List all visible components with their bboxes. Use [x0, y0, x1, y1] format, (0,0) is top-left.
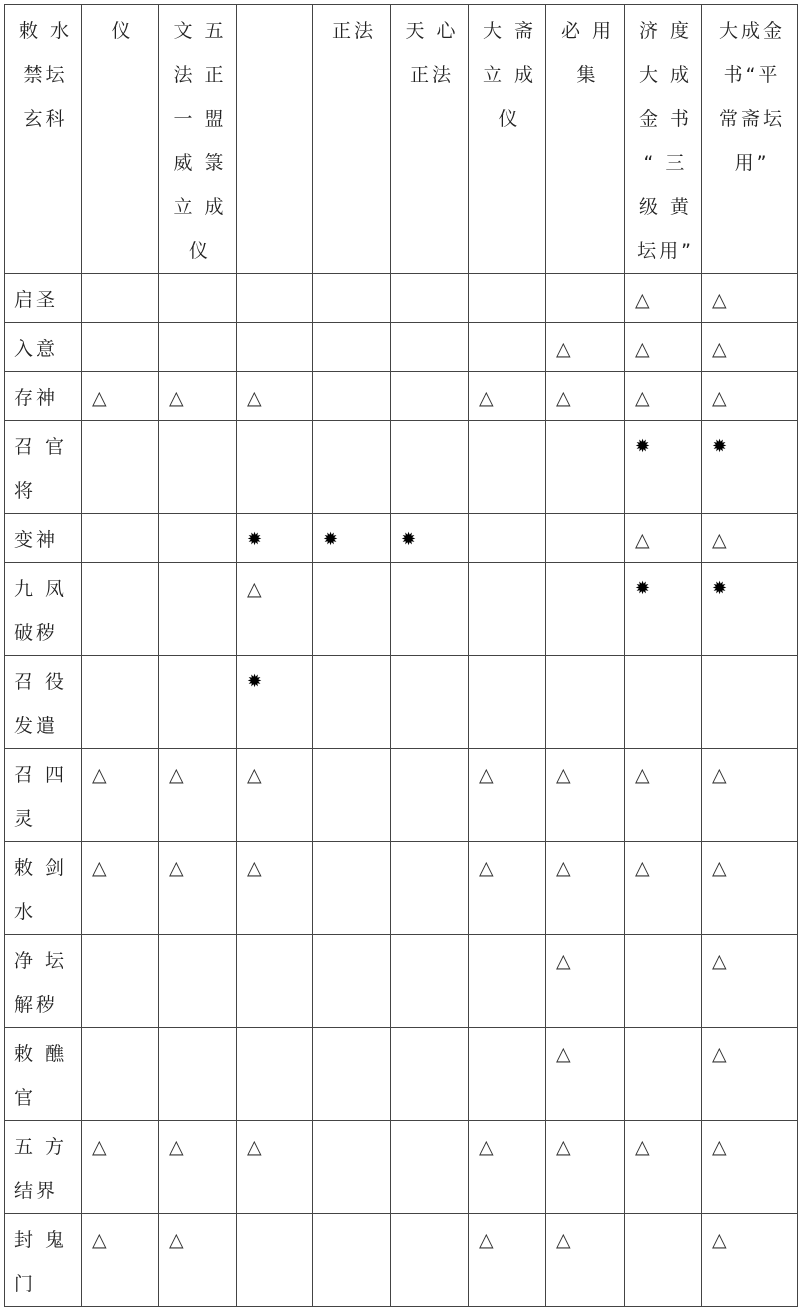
mark-cell — [702, 563, 798, 656]
header-cell-9 — [702, 5, 798, 274]
mark-cell — [625, 842, 702, 935]
row-label: 敕 醮 官 — [14, 1043, 68, 1109]
table-row — [5, 372, 798, 421]
mark-cell — [82, 274, 159, 323]
triangle-mark: △ — [556, 857, 571, 879]
triangle-mark: △ — [712, 950, 727, 972]
row-label-cell — [5, 749, 82, 842]
table-row — [5, 514, 798, 563]
empty-mark — [159, 421, 236, 425]
star-mark: ✹ — [247, 529, 263, 550]
table-row — [5, 563, 798, 656]
star-mark: ✹ — [635, 578, 651, 599]
empty-mark — [625, 935, 701, 939]
triangle-mark: △ — [635, 529, 650, 551]
header-label — [237, 5, 312, 9]
mark-cell — [469, 563, 546, 656]
empty-mark — [391, 1121, 468, 1125]
row-label: 召 官 将 — [14, 436, 68, 502]
mark-cell — [82, 563, 159, 656]
mark-cell — [546, 656, 625, 749]
empty-mark — [159, 935, 236, 939]
mark-cell — [391, 323, 469, 372]
table-row — [5, 749, 798, 842]
row-label: 召 四 灵 — [14, 764, 68, 830]
row-label-cell — [5, 323, 82, 372]
empty-mark — [469, 1028, 545, 1032]
mark-cell — [159, 1214, 237, 1307]
mark-cell — [546, 842, 625, 935]
row-label: 净 坛 解秽 — [14, 950, 68, 1016]
mark-cell — [159, 656, 237, 749]
star-mark: ✹ — [323, 529, 339, 550]
mark-cell — [625, 656, 702, 749]
row-label-cell — [5, 656, 82, 749]
mark-cell — [159, 323, 237, 372]
empty-mark — [313, 323, 390, 327]
mark-cell — [702, 935, 798, 1028]
mark-cell — [82, 656, 159, 749]
table-row — [5, 1121, 798, 1214]
mark-cell — [313, 372, 391, 421]
mark-cell — [159, 563, 237, 656]
mark-cell — [546, 1214, 625, 1307]
mark-cell — [313, 421, 391, 514]
header-cell-0 — [5, 5, 82, 274]
triangle-mark: △ — [712, 1136, 727, 1158]
mark-cell — [82, 372, 159, 421]
row-label-cell — [5, 514, 82, 563]
mark-cell — [313, 749, 391, 842]
mark-cell — [469, 1214, 546, 1307]
row-label-cell — [5, 1121, 82, 1214]
triangle-mark: △ — [556, 1043, 571, 1065]
mark-cell — [469, 323, 546, 372]
header-label: 必 用 集 — [560, 20, 615, 86]
empty-mark — [82, 1028, 158, 1032]
empty-mark — [313, 749, 390, 753]
mark-cell — [237, 421, 313, 514]
mark-cell — [237, 1214, 313, 1307]
mark-cell — [391, 372, 469, 421]
row-label: 封 鬼 门 — [14, 1229, 68, 1295]
triangle-mark: △ — [92, 857, 107, 879]
mark-cell — [702, 1028, 798, 1121]
ritual-comparison-table — [4, 4, 798, 1307]
empty-mark — [82, 421, 158, 425]
empty-mark — [82, 514, 158, 518]
empty-mark — [237, 421, 312, 425]
mark-cell — [625, 1028, 702, 1121]
triangle-mark: △ — [169, 387, 184, 409]
triangle-mark: △ — [556, 950, 571, 972]
mark-cell — [546, 1121, 625, 1214]
mark-cell — [546, 514, 625, 563]
mark-cell — [237, 656, 313, 749]
row-label-cell — [5, 1214, 82, 1307]
mark-cell — [237, 842, 313, 935]
mark-cell — [159, 274, 237, 323]
triangle-mark: △ — [92, 1229, 107, 1251]
header-label: 文 五 法 正 一 盟 威 箓 立 成 仪 — [173, 20, 227, 262]
row-label: 召 役 发遣 — [14, 671, 68, 737]
mark-cell — [237, 563, 313, 656]
mark-cell — [702, 323, 798, 372]
empty-mark — [313, 421, 390, 425]
row-label-cell — [5, 842, 82, 935]
mark-cell — [82, 1121, 159, 1214]
empty-mark — [469, 274, 545, 278]
mark-cell — [313, 274, 391, 323]
mark-cell — [391, 563, 469, 656]
mark-cell — [546, 935, 625, 1028]
mark-cell — [469, 421, 546, 514]
mark-cell — [469, 842, 546, 935]
row-label: 启圣 — [14, 289, 59, 311]
empty-mark — [469, 656, 545, 660]
triangle-mark: △ — [479, 764, 494, 786]
row-label: 敕 剑 水 — [14, 857, 68, 923]
triangle-mark: △ — [169, 764, 184, 786]
mark-cell — [625, 372, 702, 421]
row-label-cell — [5, 274, 82, 323]
mark-cell — [546, 323, 625, 372]
mark-cell — [702, 656, 798, 749]
empty-mark — [313, 1214, 390, 1218]
empty-mark — [159, 514, 236, 518]
row-label-cell — [5, 563, 82, 656]
star-mark: ✹ — [635, 436, 651, 457]
empty-mark — [546, 421, 624, 425]
mark-cell — [702, 514, 798, 563]
mark-cell — [82, 421, 159, 514]
header-cell-8 — [625, 5, 702, 274]
triangle-mark: △ — [712, 764, 727, 786]
table-row — [5, 935, 798, 1028]
triangle-mark: △ — [712, 1229, 727, 1251]
triangle-mark: △ — [712, 1043, 727, 1065]
table-row — [5, 656, 798, 749]
mark-cell — [313, 1121, 391, 1214]
mark-cell — [469, 1028, 546, 1121]
mark-cell — [313, 1028, 391, 1121]
mark-cell — [702, 842, 798, 935]
triangle-mark: △ — [479, 1229, 494, 1251]
empty-mark — [391, 842, 468, 846]
row-label: 入意 — [14, 338, 59, 360]
empty-mark — [702, 656, 797, 660]
triangle-mark: △ — [635, 338, 650, 360]
empty-mark — [159, 274, 236, 278]
mark-cell — [546, 372, 625, 421]
empty-mark — [469, 563, 545, 567]
mark-cell — [313, 842, 391, 935]
row-label: 变神 — [14, 529, 59, 551]
mark-cell — [313, 656, 391, 749]
mark-cell — [82, 514, 159, 563]
triangle-mark: △ — [247, 1136, 262, 1158]
mark-cell — [469, 514, 546, 563]
header-cell-3 — [237, 5, 313, 274]
header-cell-4 — [313, 5, 391, 274]
mark-cell — [313, 514, 391, 563]
triangle-mark: △ — [247, 764, 262, 786]
header-label: 天 心 正法 — [405, 20, 459, 86]
empty-mark — [469, 421, 545, 425]
empty-mark — [313, 656, 390, 660]
mark-cell — [82, 323, 159, 372]
mark-cell — [391, 1121, 469, 1214]
mark-cell — [159, 1028, 237, 1121]
triangle-mark: △ — [479, 387, 494, 409]
header-label: 仪 — [111, 20, 134, 42]
empty-mark — [82, 563, 158, 567]
triangle-mark: △ — [247, 857, 262, 879]
mark-cell — [391, 842, 469, 935]
mark-cell — [469, 935, 546, 1028]
triangle-mark: △ — [479, 857, 494, 879]
mark-cell — [82, 842, 159, 935]
header-label: 敕 水 禁坛 玄科 — [18, 20, 73, 130]
empty-mark — [159, 1028, 236, 1032]
mark-cell — [391, 514, 469, 563]
empty-mark — [237, 274, 312, 278]
triangle-mark: △ — [635, 764, 650, 786]
triangle-mark: △ — [635, 857, 650, 879]
mark-cell — [237, 935, 313, 1028]
header-cell-7 — [546, 5, 625, 274]
mark-cell — [625, 421, 702, 514]
empty-mark — [546, 274, 624, 278]
mark-cell — [702, 274, 798, 323]
star-mark: ✹ — [712, 578, 728, 599]
row-label-cell — [5, 1028, 82, 1121]
mark-cell — [625, 1214, 702, 1307]
empty-mark — [313, 842, 390, 846]
mark-cell — [237, 323, 313, 372]
table-body — [5, 274, 798, 1307]
empty-mark — [625, 1214, 701, 1218]
mark-cell — [469, 1121, 546, 1214]
empty-mark — [469, 323, 545, 327]
mark-cell — [237, 372, 313, 421]
empty-mark — [391, 372, 468, 376]
triangle-mark: △ — [712, 529, 727, 551]
empty-mark — [391, 1028, 468, 1032]
triangle-mark: △ — [169, 1229, 184, 1251]
row-label: 存神 — [14, 387, 59, 409]
empty-mark — [391, 749, 468, 753]
triangle-mark: △ — [92, 1136, 107, 1158]
mark-cell — [546, 749, 625, 842]
header-cell-6 — [469, 5, 546, 274]
mark-cell — [391, 749, 469, 842]
triangle-mark: △ — [247, 578, 262, 600]
triangle-mark: △ — [92, 387, 107, 409]
mark-cell — [391, 1214, 469, 1307]
empty-mark — [546, 514, 624, 518]
empty-mark — [546, 656, 624, 660]
mark-cell — [546, 1028, 625, 1121]
table-row — [5, 1214, 798, 1307]
empty-mark — [391, 274, 468, 278]
empty-mark — [391, 935, 468, 939]
empty-mark — [82, 656, 158, 660]
table-row — [5, 421, 798, 514]
triangle-mark: △ — [712, 338, 727, 360]
mark-cell — [237, 274, 313, 323]
mark-cell — [313, 323, 391, 372]
empty-mark — [82, 274, 158, 278]
mark-cell — [546, 421, 625, 514]
mark-cell — [159, 514, 237, 563]
empty-mark — [391, 323, 468, 327]
mark-cell — [702, 749, 798, 842]
mark-cell — [469, 656, 546, 749]
empty-mark — [313, 563, 390, 567]
mark-cell — [237, 514, 313, 563]
row-label-cell — [5, 935, 82, 1028]
triangle-mark: △ — [556, 764, 571, 786]
mark-cell — [313, 563, 391, 656]
mark-cell — [469, 372, 546, 421]
mark-cell — [391, 1028, 469, 1121]
mark-cell — [159, 372, 237, 421]
row-label: 五 方 结界 — [14, 1136, 68, 1202]
mark-cell — [625, 749, 702, 842]
mark-cell — [313, 935, 391, 1028]
empty-mark — [625, 1028, 701, 1032]
empty-mark — [313, 274, 390, 278]
header-row — [5, 5, 798, 274]
triangle-mark: △ — [635, 1136, 650, 1158]
empty-mark — [237, 935, 312, 939]
mark-cell — [159, 749, 237, 842]
empty-mark — [237, 323, 312, 327]
empty-mark — [313, 935, 390, 939]
triangle-mark: △ — [635, 387, 650, 409]
mark-cell — [546, 563, 625, 656]
triangle-mark: △ — [556, 1229, 571, 1251]
table-row — [5, 1028, 798, 1121]
mark-cell — [469, 749, 546, 842]
header-label: 大 斋 立 成 仪 — [482, 20, 537, 130]
mark-cell — [546, 274, 625, 323]
empty-mark — [82, 935, 158, 939]
header-label: 大成金 书“平 常斋坛 用” — [718, 20, 785, 174]
empty-mark — [313, 1121, 390, 1125]
empty-mark — [237, 1028, 312, 1032]
empty-mark — [625, 656, 701, 660]
star-mark: ✹ — [401, 529, 417, 550]
triangle-mark: △ — [635, 289, 650, 311]
empty-mark — [469, 514, 545, 518]
mark-cell — [237, 1028, 313, 1121]
mark-cell — [625, 1121, 702, 1214]
empty-mark — [391, 656, 468, 660]
triangle-mark: △ — [479, 1136, 494, 1158]
mark-cell — [313, 1214, 391, 1307]
table-header — [5, 5, 798, 274]
table-row — [5, 842, 798, 935]
empty-mark — [159, 656, 236, 660]
empty-mark — [159, 323, 236, 327]
mark-cell — [82, 749, 159, 842]
triangle-mark: △ — [556, 338, 571, 360]
mark-cell — [159, 1121, 237, 1214]
mark-cell — [469, 274, 546, 323]
mark-cell — [625, 935, 702, 1028]
mark-cell — [702, 1214, 798, 1307]
header-label: 济 度 大 成 金 书 “ 三 级 黄 坛用” — [637, 20, 694, 262]
empty-mark — [391, 421, 468, 425]
row-label-cell — [5, 421, 82, 514]
mark-cell — [625, 563, 702, 656]
mark-cell — [237, 749, 313, 842]
star-mark: ✹ — [712, 436, 728, 457]
mark-cell — [702, 372, 798, 421]
mark-cell — [702, 1121, 798, 1214]
mark-cell — [625, 323, 702, 372]
mark-cell — [82, 935, 159, 1028]
row-label-cell — [5, 372, 82, 421]
triangle-mark: △ — [169, 1136, 184, 1158]
mark-cell — [82, 1214, 159, 1307]
header-label: 正法 — [331, 20, 376, 42]
mark-cell — [625, 274, 702, 323]
empty-mark — [82, 323, 158, 327]
empty-mark — [237, 1214, 312, 1218]
mark-cell — [159, 421, 237, 514]
table-row — [5, 274, 798, 323]
mark-cell — [391, 935, 469, 1028]
header-cell-2 — [159, 5, 237, 274]
triangle-mark: △ — [169, 857, 184, 879]
mark-cell — [625, 514, 702, 563]
triangle-mark: △ — [712, 857, 727, 879]
mark-cell — [237, 1121, 313, 1214]
mark-cell — [82, 1028, 159, 1121]
triangle-mark: △ — [556, 387, 571, 409]
empty-mark — [391, 563, 468, 567]
mark-cell — [391, 421, 469, 514]
empty-mark — [313, 1028, 390, 1032]
mark-cell — [391, 274, 469, 323]
triangle-mark: △ — [247, 387, 262, 409]
mark-cell — [702, 421, 798, 514]
mark-cell — [159, 842, 237, 935]
triangle-mark: △ — [92, 764, 107, 786]
triangle-mark: △ — [556, 1136, 571, 1158]
header-cell-1 — [82, 5, 159, 274]
empty-mark — [313, 372, 390, 376]
triangle-mark: △ — [712, 387, 727, 409]
triangle-mark: △ — [712, 289, 727, 311]
header-cell-5 — [391, 5, 469, 274]
empty-mark — [391, 1214, 468, 1218]
empty-mark — [159, 563, 236, 567]
row-label: 九 凤 破秽 — [14, 578, 68, 644]
table-row — [5, 323, 798, 372]
empty-mark — [546, 563, 624, 567]
star-mark: ✹ — [247, 671, 263, 692]
mark-cell — [159, 935, 237, 1028]
mark-cell — [391, 656, 469, 749]
empty-mark — [469, 935, 545, 939]
